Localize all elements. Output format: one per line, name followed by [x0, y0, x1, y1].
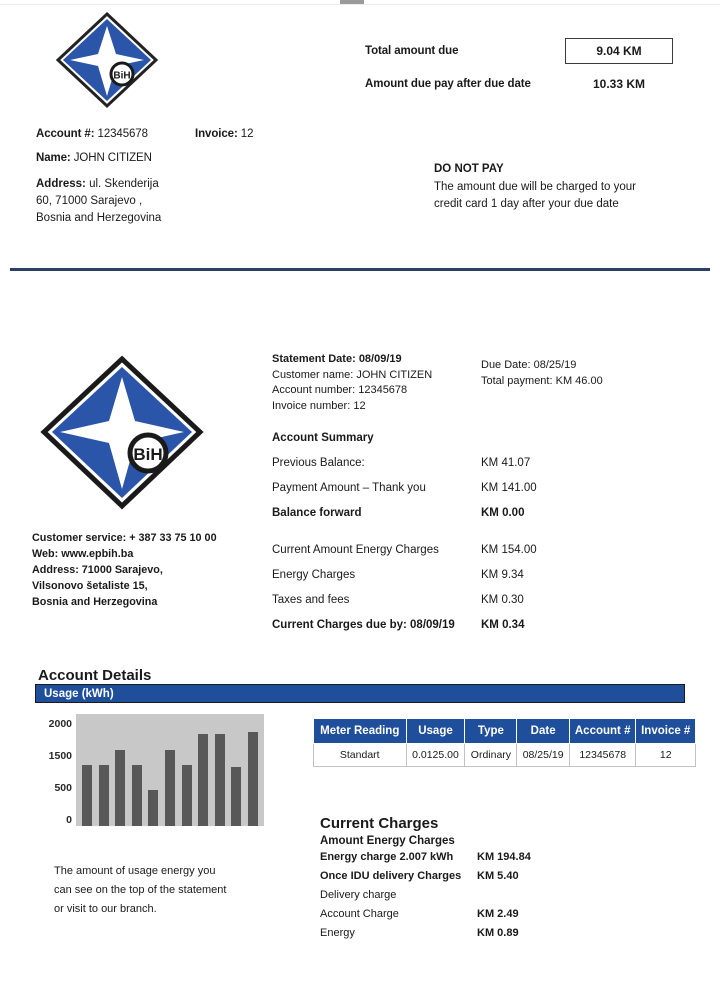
total-payment-label: Total payment:	[481, 375, 553, 387]
summary-row-label: Taxes and fees	[272, 594, 350, 606]
usage-section-bar	[35, 684, 685, 703]
chart-y-tick: 1500	[48, 750, 72, 762]
cell-account: 12345678	[569, 744, 636, 767]
charge-row-label: Once IDU delivery Charges	[320, 870, 462, 882]
column-header-meter-reading: Meter Reading	[314, 719, 407, 744]
charge-row-label: Energy charge 2.007 kWh	[320, 851, 454, 863]
chart-bar	[198, 734, 208, 826]
table-header-row	[314, 719, 696, 744]
charge-row-label: Account Charge	[320, 908, 399, 920]
after-due-date-row	[365, 77, 705, 91]
column-header-date: Date	[517, 719, 570, 744]
address-block	[36, 176, 336, 227]
column-header-invoice: Invoice #	[636, 719, 696, 744]
cell-date: 08/25/19	[517, 744, 570, 767]
cell-usage: 0.0125.00	[406, 744, 465, 767]
summary-row	[272, 619, 702, 631]
chart-note-line-3: or visit to our branch.	[54, 903, 157, 915]
summary-spacer	[272, 532, 702, 544]
summary-row-label: Payment Amount – Thank you	[272, 482, 426, 494]
summary-row	[272, 594, 702, 606]
due-date-label: Due Date:	[481, 359, 531, 371]
summary-row-value: KM 0.34	[481, 619, 525, 631]
address-label: Address:	[36, 178, 86, 190]
statement-account-line	[272, 383, 502, 399]
account-details-heading: Account Details	[38, 667, 152, 684]
account-summary	[272, 432, 702, 644]
due-date-line	[481, 357, 701, 373]
chart-y-tick: 500	[54, 782, 72, 794]
chart-note-line-1: The amount of usage energy you	[54, 865, 216, 877]
chart-bar	[248, 732, 258, 826]
do-not-pay-notice	[434, 163, 694, 213]
chart-bar	[82, 765, 92, 826]
current-charges-section	[320, 815, 700, 946]
cell-meter-reading: Standart	[314, 744, 407, 767]
chart-note-line-2: can see on the top of the statement	[54, 884, 227, 896]
section-divider	[10, 268, 710, 271]
total-amount-due-label: Total amount due	[365, 45, 459, 57]
summary-row-value: KM 41.07	[481, 457, 531, 469]
address-line-1	[36, 176, 336, 193]
amounts-summary	[365, 38, 705, 104]
company-logo-top	[52, 10, 162, 110]
charge-row-value: KM 0.89	[477, 927, 519, 939]
chart-bar	[115, 750, 125, 826]
after-due-date-value: 10.33 KM	[592, 77, 646, 91]
do-not-pay-title: DO NOT PAY	[434, 163, 504, 175]
charge-row-value: KM 2.49	[477, 908, 519, 920]
current-charges-title: Current Charges	[320, 815, 439, 832]
current-charges-subtitle: Amount Energy Charges	[320, 835, 455, 847]
name-value: JOHN CITIZEN	[73, 152, 152, 164]
customer-service-phone: Customer service: + 387 33 75 10 00	[32, 532, 217, 544]
summary-row-label: Energy Charges	[272, 569, 356, 581]
charge-row	[320, 889, 700, 901]
column-header-type: Type	[465, 719, 517, 744]
cell-type: Ordinary	[465, 744, 517, 767]
charge-row	[320, 851, 700, 863]
meter-reading-table	[313, 718, 696, 767]
table-row	[314, 744, 696, 767]
customer-service-web: Web: www.epbih.ba	[32, 548, 134, 560]
summary-row-label: Balance forward	[272, 507, 362, 519]
account-number-value: 12345678	[97, 128, 148, 140]
customer-service-block	[32, 530, 292, 610]
do-not-pay-line-1: The amount due will be charged to your	[434, 181, 637, 193]
charge-row-label: Delivery charge	[320, 889, 397, 901]
due-date-value: 08/25/19	[533, 359, 577, 371]
charge-row-value: KM 194.84	[477, 851, 531, 863]
chart-bar	[132, 765, 142, 826]
summary-row-label: Current Charges due by: 08/09/19	[272, 619, 455, 631]
usage-section-label: Usage (kWh)	[44, 687, 114, 700]
column-header-account: Account #	[569, 719, 636, 744]
total-payment-value: KM 46.00	[555, 375, 603, 387]
statement-details	[272, 352, 502, 414]
account-number-label: Account #:	[36, 128, 95, 140]
address-value-1: ul. Skenderija	[89, 178, 159, 190]
statement-invoice-line	[272, 399, 502, 415]
total-amount-due-value: 9.04 KM	[565, 38, 673, 64]
account-summary-heading: Account Summary	[272, 432, 374, 444]
charge-row	[320, 870, 700, 882]
summary-row-value: KM 0.00	[481, 507, 525, 519]
chart-bar	[182, 765, 192, 826]
address-line-2: 60, 71000 Sarajevo ,	[36, 195, 143, 207]
statement-account-value: 12345678	[358, 384, 408, 396]
summary-row-label: Previous Balance:	[272, 457, 365, 469]
charge-row-label: Energy	[320, 927, 355, 939]
address-line-3: Bosnia and Herzegovina	[36, 212, 162, 224]
chart-bar	[231, 767, 241, 826]
chart-bar	[99, 765, 109, 826]
name-label: Name:	[36, 152, 71, 164]
summary-row	[272, 569, 702, 581]
scan-edge-line	[0, 4, 720, 5]
invoice-value: 12	[240, 128, 254, 140]
summary-row-value: KM 0.30	[481, 594, 524, 606]
summary-row	[272, 544, 702, 556]
invoice-label: Invoice:	[195, 128, 238, 140]
statement-customer-line	[272, 368, 502, 384]
summary-row-label: Current Amount Energy Charges	[272, 544, 439, 556]
summary-row	[272, 482, 702, 494]
summary-row	[272, 507, 702, 519]
customer-service-address-2: Vilsonovo šetaliste 15,	[32, 580, 148, 592]
summary-row-value: KM 154.00	[481, 544, 537, 556]
cell-invoice: 12	[636, 744, 696, 767]
account-number-line	[36, 128, 336, 140]
summary-row-value: KM 9.34	[481, 569, 524, 581]
column-header-usage: Usage	[406, 719, 465, 744]
customer-name-line	[36, 152, 336, 164]
chart-note	[54, 862, 289, 919]
customer-service-address-3: Bosnia and Herzegovina	[32, 596, 158, 608]
chart-y-tick: 0	[66, 814, 72, 826]
statement-invoice-label: Invoice number:	[272, 399, 351, 412]
statement-date-value: 08/09/19	[358, 353, 402, 365]
summary-row	[272, 457, 702, 469]
total-payment-line	[481, 373, 701, 389]
chart-y-axis	[30, 712, 74, 834]
charge-row-value: KM 5.40	[477, 870, 519, 882]
charge-row	[320, 927, 700, 939]
statement-date-line	[272, 352, 502, 368]
svg-text:BiH: BiH	[133, 445, 163, 464]
chart-y-tick: 2000	[48, 718, 72, 730]
charge-row	[320, 908, 700, 920]
statement-invoice-value: 12	[353, 399, 366, 412]
company-logo-statement	[38, 355, 206, 510]
statement-customer-label: Customer name:	[272, 368, 354, 381]
statement-due-details	[481, 357, 701, 389]
summary-row-value: KM 141.00	[481, 482, 537, 494]
chart-plot-area	[76, 714, 264, 826]
account-block	[36, 128, 336, 227]
chart-bar	[215, 734, 225, 826]
usage-bar-chart	[30, 712, 280, 834]
chart-bar	[148, 790, 158, 826]
after-due-date-label: Amount due pay after due date	[365, 78, 531, 90]
total-amount-due-row	[365, 38, 705, 64]
chart-bar	[165, 750, 175, 826]
customer-service-address-1: Address: 71000 Sarajevo,	[32, 564, 163, 576]
statement-account-label: Account number:	[272, 384, 356, 396]
statement-date-label: Statement Date:	[272, 353, 356, 365]
do-not-pay-line-2: credit card 1 day after your due date	[434, 198, 619, 210]
statement-customer-value: JOHN CITIZEN	[356, 368, 433, 381]
svg-text:BiH: BiH	[113, 70, 131, 82]
